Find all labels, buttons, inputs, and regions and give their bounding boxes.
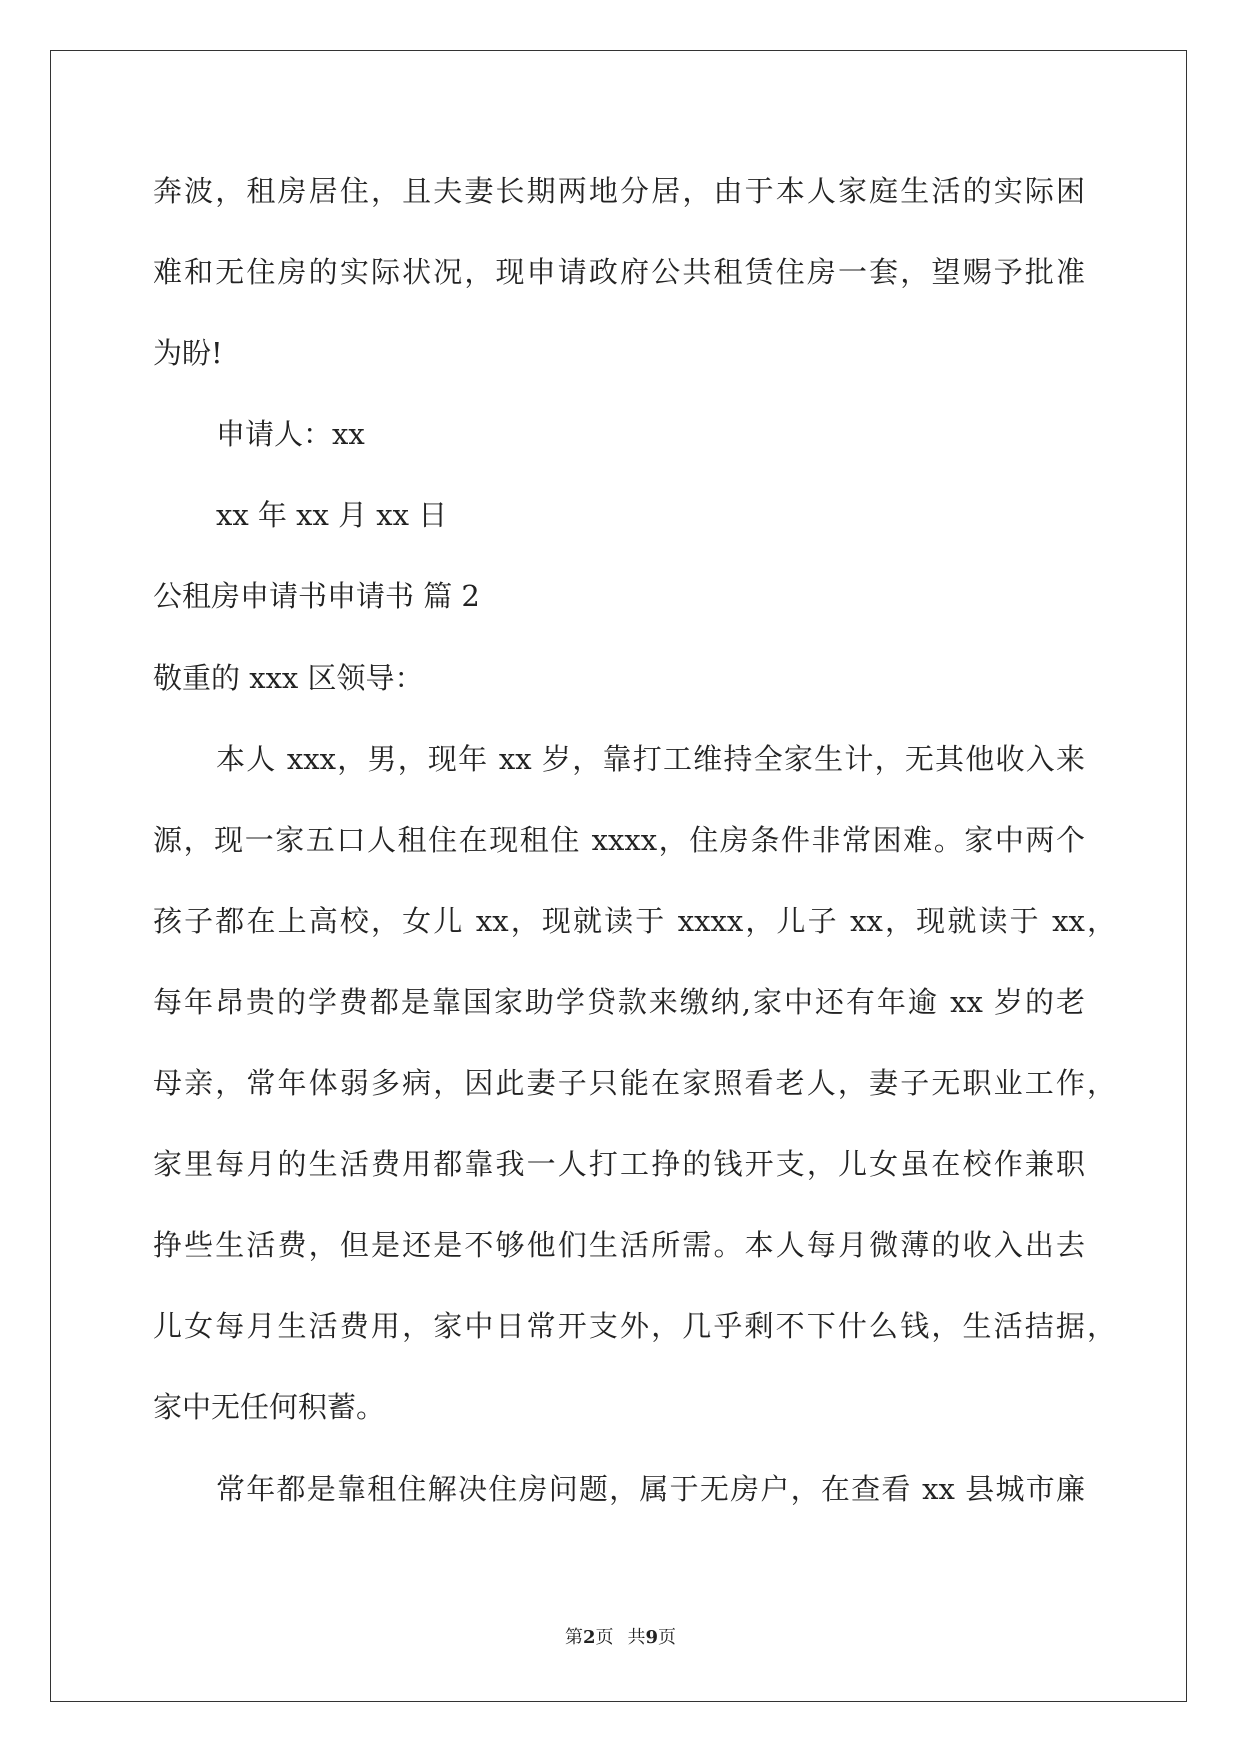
body-line: 家里每月的生活费用都靠我一人打工挣的钱开支，儿女虽在校作兼职 — [153, 1147, 1085, 1182]
body-line: 儿女每月生活费用，家中日常开支外，几乎剩不下什么钱，生活拮据， — [153, 1309, 1116, 1344]
body-line: 源，现一家五口人租住在现租住 xxxx，住房条件非常困难。家中两个 — [153, 822, 1085, 857]
application-date: xx 年 xx 月 xx 日 — [216, 498, 448, 533]
body-line: 母亲，常年体弱多病，因此妻子只能在家照看老人，妻子无职业工作， — [153, 1066, 1116, 1101]
body-line: 家中无任何积蓄。 — [153, 1390, 386, 1425]
total-pages-suffix: 页 — [658, 1627, 677, 1648]
current-page-number: 2 — [582, 1627, 596, 1648]
salutation: 敬重的 xxx 区领导： — [153, 660, 424, 695]
section-heading: 公租房申请书申请书 篇 2 — [153, 579, 480, 614]
page-footer — [0, 1626, 1241, 1650]
body-line: 本人 xxx，男，现年 xx 岁，靠打工维持全家生计，无其他收入来 — [216, 741, 1085, 776]
applicant-signature: 申请人：xx — [216, 417, 365, 452]
body-line: 每年昂贵的学费都是靠国家助学贷款来缴纳,家中还有年逾 xx 岁的老 — [153, 984, 1085, 1019]
body-line: 为盼! — [153, 336, 223, 371]
document-body — [153, 151, 1116, 1530]
body-line: 孩子都在上高校，女儿 xx，现就读于 xxxx，儿子 xx，现就读于 xx， — [153, 903, 1116, 938]
body-line: 挣些生活费，但是还是不够他们生活所需。本人每月微薄的收入出去 — [153, 1228, 1085, 1263]
page-number-suffix: 页 — [595, 1627, 614, 1648]
body-line: 难和无住房的实际状况，现申请政府公共租赁住房一套，望赐予批准 — [153, 255, 1085, 290]
total-pages-prefix: 共 — [627, 1627, 646, 1648]
total-pages-number: 9 — [645, 1627, 659, 1648]
page-number-prefix: 第 — [564, 1627, 583, 1648]
body-line: 奔波，租房居住，且夫妻长期两地分居，由于本人家庭生活的实际困 — [153, 174, 1085, 208]
body-line: 常年都是靠租住解决住房问题，属于无房户，在查看 xx 县城市廉 — [216, 1471, 1085, 1506]
